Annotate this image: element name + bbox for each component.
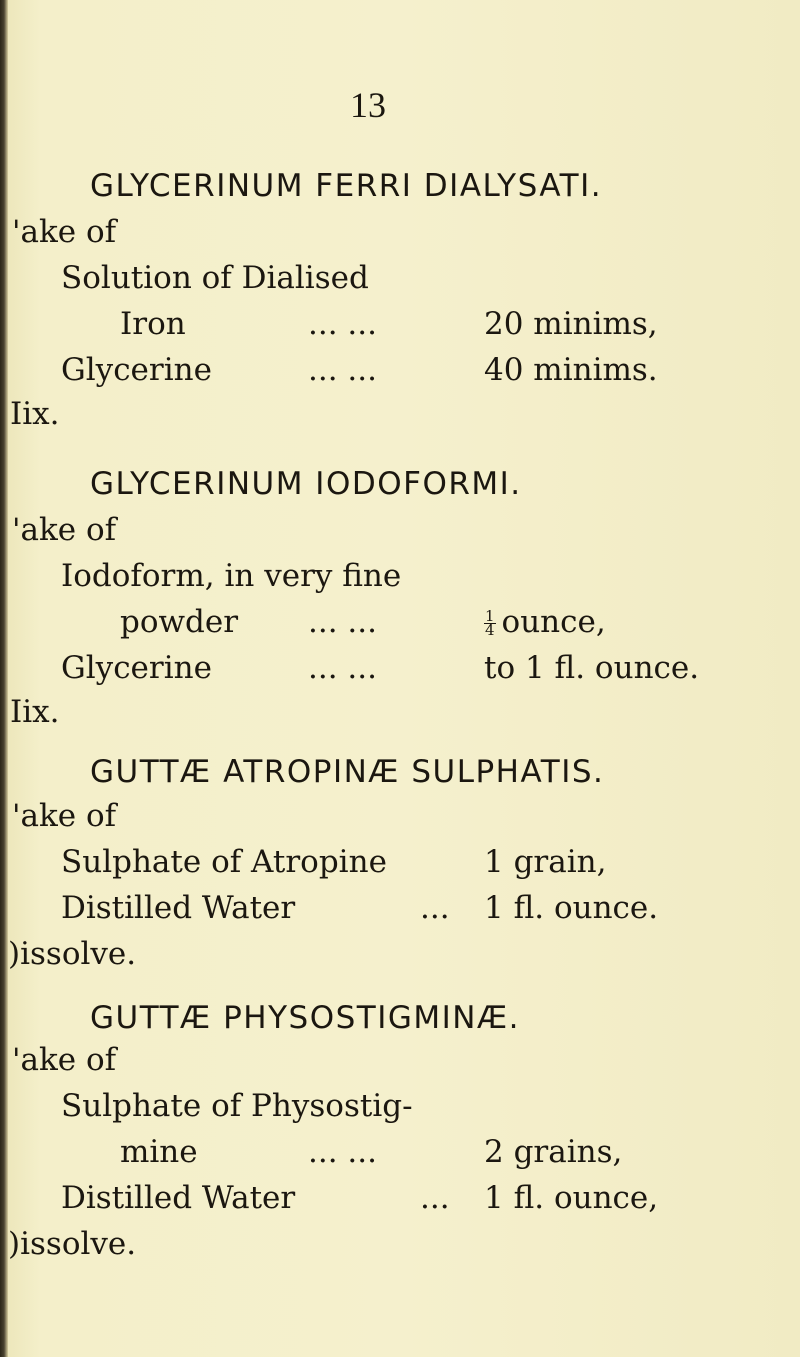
ingredient-quantity: 1 fl. ounce, [484, 1180, 659, 1216]
section-heading-guttae-physostigminae: GUTTÆ PHYSOSTIGMINÆ. [90, 1000, 521, 1036]
section-closing: Iix. [10, 694, 60, 730]
section-heading-guttae-atropinae: GUTTÆ ATROPINÆ SULPHATIS. [90, 754, 605, 790]
ingredient-dots: ... [420, 1180, 450, 1216]
ingredient-name: Iron [120, 306, 186, 342]
ingredient-name: Iodoform, in very fine [61, 558, 402, 594]
section-heading-glycerinum-iodoformi: GLYCERINUM IODOFORMI. [90, 466, 522, 502]
section-intro: 'ake of [12, 1042, 117, 1078]
ingredient-name: Sulphate of Atropine [61, 844, 387, 880]
ingredient-name: Distilled Water [61, 890, 296, 926]
ingredient-quantity: 1 grain, [484, 844, 607, 880]
ingredient-dots: ... ... [308, 306, 377, 342]
section-heading-glycerinum-ferri: GLYCERINUM FERRI DIALYSATI. [90, 168, 603, 204]
page-number: 13 [350, 85, 386, 125]
section-intro: 'ake of [12, 512, 117, 548]
section-closing: )issolve. [8, 936, 137, 972]
fraction: $\frac{1}{4}$ [485, 607, 495, 639]
section-intro: 'ake of [12, 214, 117, 250]
ingredient-quantity: 20 minims, [484, 306, 658, 342]
section-closing: )issolve. [8, 1226, 137, 1262]
ingredient-quantity: $\frac{1}{4}$ ounce, [485, 604, 606, 640]
ingredient-quantity: 1 fl. ounce. [484, 890, 659, 926]
section-intro: 'ake of [12, 798, 117, 834]
page-gutter [0, 0, 8, 1357]
ingredient-name: powder [120, 604, 239, 640]
ingredient-name: Glycerine [61, 650, 212, 686]
ingredient-dots: ... ... [308, 650, 377, 686]
ingredient-dots: ... ... [308, 1134, 377, 1170]
ingredient-quantity: 2 grains, [484, 1134, 623, 1170]
ingredient-name: Sulphate of Physostig- [61, 1088, 413, 1124]
section-closing: Iix. [10, 396, 60, 432]
ingredient-dots: ... ... [308, 604, 377, 640]
ingredient-name: Glycerine [61, 352, 212, 388]
ingredient-name: mine [120, 1134, 198, 1170]
ingredient-name: Solution of Dialised [61, 260, 369, 296]
ingredient-quantity: 40 minims. [484, 352, 658, 388]
ingredient-dots: ... ... [308, 352, 377, 388]
ingredient-quantity: to 1 fl. ounce. [484, 650, 700, 686]
ingredient-name: Distilled Water [61, 1180, 296, 1216]
ingredient-dots: ... [420, 890, 450, 926]
